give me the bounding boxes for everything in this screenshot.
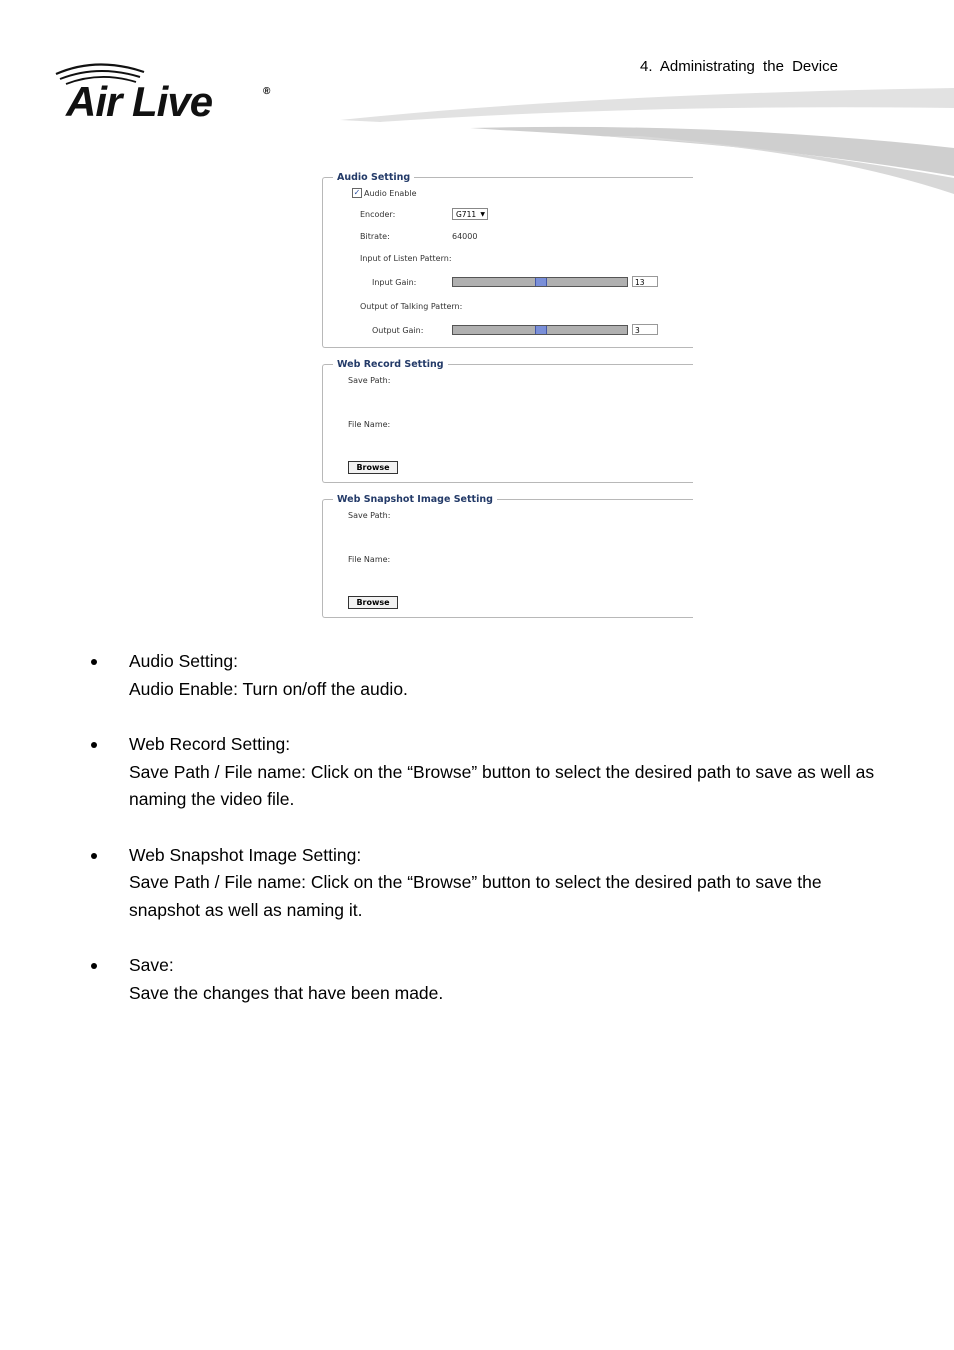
record-browse-button[interactable]: Browse	[348, 461, 398, 474]
bullet-text: Save Path / File name: Click on the “Browse” button to select the desired path to save as well as naming the video file.	[129, 761, 875, 809]
web-record-legend: Web Record Setting	[337, 359, 444, 370]
web-snapshot-legend: Web Snapshot Image Setting	[337, 494, 493, 505]
output-gain-slider[interactable]	[452, 325, 628, 335]
talking-pattern-label: Output of Talking Pattern:	[360, 302, 463, 311]
bullet-icon	[91, 742, 97, 748]
audio-enable-checkbox[interactable]: ✓	[353, 188, 361, 197]
encoder-label: Encoder:	[360, 210, 396, 219]
bullet-title: Web Snapshot Image Setting:	[129, 844, 362, 865]
bullet-icon	[91, 853, 97, 859]
registered-mark: ®	[263, 86, 271, 97]
listen-pattern-label: Input of Listen Pattern:	[360, 254, 452, 263]
airlive-logo	[52, 60, 282, 130]
record-save-path-label: Save Path:	[348, 376, 391, 385]
snapshot-save-path-label: Save Path:	[348, 511, 391, 520]
section-header: 4. Administrating the Device	[640, 58, 838, 75]
description-list	[88, 648, 888, 1035]
bullet-title: Audio Setting:	[129, 651, 238, 671]
encoder-value: G711	[456, 210, 477, 219]
record-file-name-label: File Name:	[348, 420, 391, 429]
output-gain-thumb[interactable]	[535, 326, 547, 334]
bullet-title: Save:	[129, 955, 174, 975]
input-gain-field[interactable]: 13	[632, 276, 658, 287]
output-gain-field[interactable]: 3	[632, 324, 658, 335]
output-gain-label: Output Gain:	[372, 326, 424, 335]
bullet-text: Save the changes that have been made.	[129, 982, 444, 1003]
list-item	[88, 842, 888, 925]
list-item	[88, 731, 888, 814]
bullet-icon	[91, 659, 97, 665]
bullet-text: Audio Enable: Turn on/off the audio.	[129, 678, 408, 699]
bitrate-value: 64000	[452, 232, 478, 241]
audio-setting-legend: Audio Setting	[337, 172, 411, 183]
chevron-down-icon: ▼	[480, 211, 485, 218]
encoder-select[interactable]	[452, 208, 488, 220]
bullet-text: Save Path / File name: Click on the “Browse” button to select the desired path to save the snapshot as well as naming it.	[129, 872, 822, 920]
input-gain-thumb[interactable]	[535, 278, 547, 286]
bullet-icon	[91, 963, 97, 969]
snapshot-file-name-label: File Name:	[348, 555, 391, 564]
settings-screenshot	[322, 166, 674, 618]
input-gain-slider[interactable]	[452, 277, 628, 287]
audio-enable-label: Audio Enable	[364, 189, 417, 198]
input-gain-label: Input Gain:	[372, 278, 417, 287]
list-item	[88, 648, 888, 703]
logo-text: Air Live	[66, 78, 213, 125]
bitrate-label: Bitrate:	[360, 232, 390, 241]
bullet-title: Web Record Setting:	[129, 734, 291, 754]
snapshot-browse-button[interactable]: Browse	[348, 596, 398, 609]
list-item	[88, 952, 888, 1007]
